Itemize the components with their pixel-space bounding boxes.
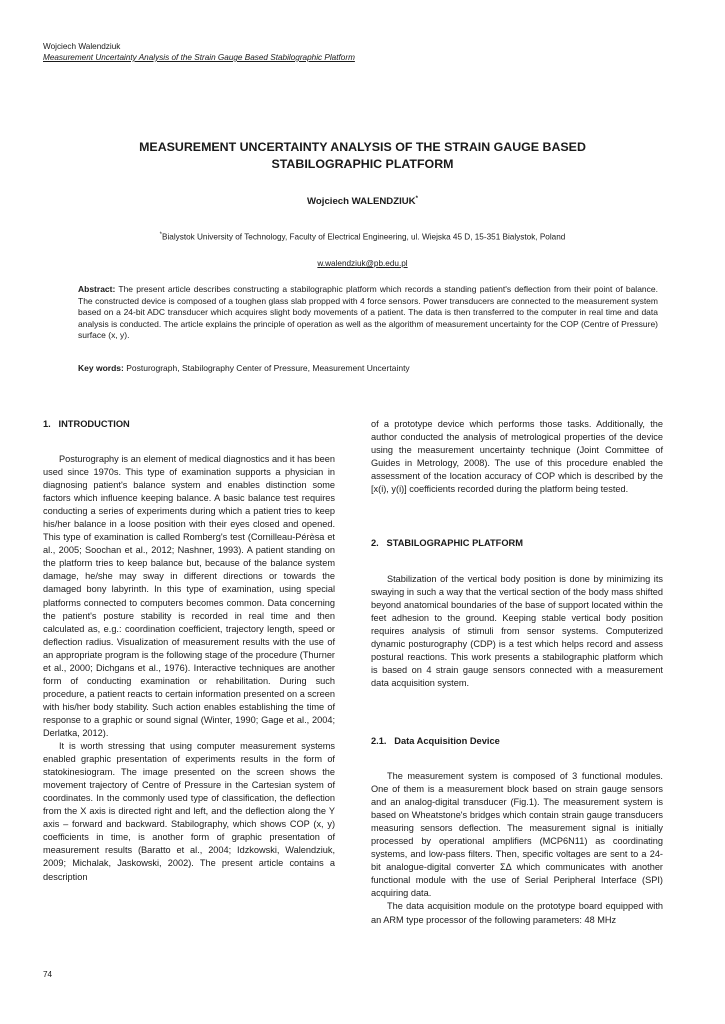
- abstract-text: The present article describes constructing a stabilographic platform which records a standing patient's deflection from their point of balance. The constructed device is composed of a toughen glass slab propped with 4 force sensors. Power transducers are connected to the measurement system based on a 24-bit ADC transducer which acquires slight body movements of a patient. The data is then transferred to the computer in real time and data analysis is conducted. The article explains the principle of operation as well as the algorithm of measurement uncertainty for the COP (Centre of Pressure) surface (x, y).: [78, 284, 658, 341]
- abstract-label: Abstract:: [78, 284, 116, 294]
- author-name-text: Wojciech WALENDZIUK: [307, 196, 416, 208]
- keywords-text: Posturograph, Stabilography Center of Pressure, Measurement Uncertainty: [126, 363, 410, 373]
- section-2-1-heading: 2.1. Data Acquisition Device: [371, 736, 500, 746]
- section-2-1-paragraph-2: The data acquisition module on the prototype board equipped with an ARM type processor of the following parameters: 48 MHz: [371, 901, 663, 925]
- paper-title-line-1: MEASUREMENT UNCERTAINTY ANALYSIS OF THE STRAIN GAUGE BASED: [139, 140, 586, 154]
- affiliation: [60, 232, 665, 242]
- section-1-heading: 1. INTRODUCTION: [43, 419, 130, 429]
- abstract: [78, 284, 658, 342]
- author-mark: *: [415, 196, 418, 202]
- running-header-title: Measurement Uncertainty Analysis of the Strain Gauge Based Stabilographic Platform: [43, 53, 355, 62]
- affiliation-text: Bialystok University of Technology, Faculty of Electrical Engineering, ul. Wiejska 45 D, 15-351 Bialystok, Poland: [161, 232, 566, 242]
- affiliation-mark: *: [159, 232, 162, 238]
- section-2-body: [371, 573, 663, 690]
- intro-paragraph-2: It is worth stressing that using computer measurement systems enabled graphic presentation of experiments results in the form of statokinesiogram. The image presented on the screen shows the movement trajectory of Centre of Pressure in the Cartesian system of coordinates. In the commonly used type of classification, the deflection from the X axis is directed right and left, and the deflection along the Y axis – forward and backward. Stabilography, which shows COP (x, y) coefficients in time, is another form of graphic presentation of measurement results (Baratto et al., 2004; Idzkowski, Walendziuk, 2009; Michalak, Jaskowski, 2002). The present article contains a description: [43, 741, 335, 882]
- keywords-label: Key words:: [78, 363, 124, 373]
- section-2-1-body: [371, 770, 663, 927]
- keywords: [78, 363, 658, 373]
- intro-paragraph-continued: of a prototype device which performs those tasks. Additionally, the author conducted the analysis of metrological properties of the device using the measurement uncertainty technique (Joint Committee of Guides in Metrology, 2008). The use of this procedure enabled the assessment of the location accuracy of COP which is described by the [x(i), y(i)] coefficients recorded during the platform being tested.: [371, 419, 663, 495]
- intro-paragraph-1: Posturography is an element of medical diagnostics and it has been used since 1970s. This type of examination supports a physician in diagnosing patient's balance system and enables distinction some factors which influence keeping balance. A basic balance test requires conducting a series of experiments during which a patient tries to keep his/her balance in a loose position with their eyes closed and opened. This type of examination is called Romberg's test (Cornilleau-Pérèsa et al., 2005; Soochan et al., 2012; Nashner, 1993). A patient standing on the platform tries to keep balance but, because of the balance system damage, he/she may sway in different directions or towards the damaged bony labyrinth. In this type of examination, using special platforms connected to computers becomes common. Data concerning the patient's posture stability is recorded in real time and then calculated as, e.g.: coordination coefficient, trajectory length, speed or deflection radius. Visualization of measurement results with the use of an appropriate program is the following stage of the procedure (Thurner et al., 2000; Dichgans et al., 1976). Interactive techniques are another form of conducting examination or rehabilitation. During such procedure, a patient reacts to certain information presented on a screen with his/her body stability. Such action enables establishing the time of response to a graphic or sound signal (Winter, 1990; Gage et al., 2004; Derlatka, 2012).: [43, 454, 335, 738]
- email: [60, 259, 665, 268]
- section-2-heading: 2. STABILOGRAPHIC PLATFORM: [371, 538, 524, 548]
- section-2-paragraph-1: Stabilization of the vertical body position is done by minimizing its swaying in such a way that the vertical section of the body mass shifted beyond anatomical boundaries of the base of support located within the feet adhesion to the ground. Keeping stable vertical body position requires analysis of stimuli from sensor systems. Computerized dynamic posturography (CDP) is a test which helps record and assess postural reactions. This work presents a stabilographic platform which is based on 4 strain gauge sensors connected with a measurement data acquisition system.: [371, 574, 663, 689]
- running-header-author: Wojciech Walendziuk: [43, 42, 121, 51]
- section-2-1-paragraph-1: The measurement system is composed of 3 functional modules. One of them is a measurement block based on strain gauge sensors and an analog-digital transducer (Fig.1). The measurement system is based on Wheatstone's bridges which contain strain gauge transducers measuring sensors deflection. The measurement signal is initially processed by operational amplifiers (MCP6N11) as coordinating systems, and low-pass filters. Then, specific voltages are sent to a 24-bit analogue-digital converter ΣΔ which communicates with another functional module with the use of Serial Peripheral Interface (SPI) acquiring data.: [371, 771, 663, 899]
- author-name: [60, 196, 665, 207]
- paper-title-line-2: STABILOGRAPHIC PLATFORM: [271, 157, 454, 171]
- paper-title: [60, 139, 665, 173]
- right-column-top: [371, 418, 663, 496]
- email-link[interactable]: w.walendziuk@pb.edu.pl: [317, 259, 408, 268]
- left-column: [43, 453, 335, 884]
- page-number: 74: [43, 970, 53, 979]
